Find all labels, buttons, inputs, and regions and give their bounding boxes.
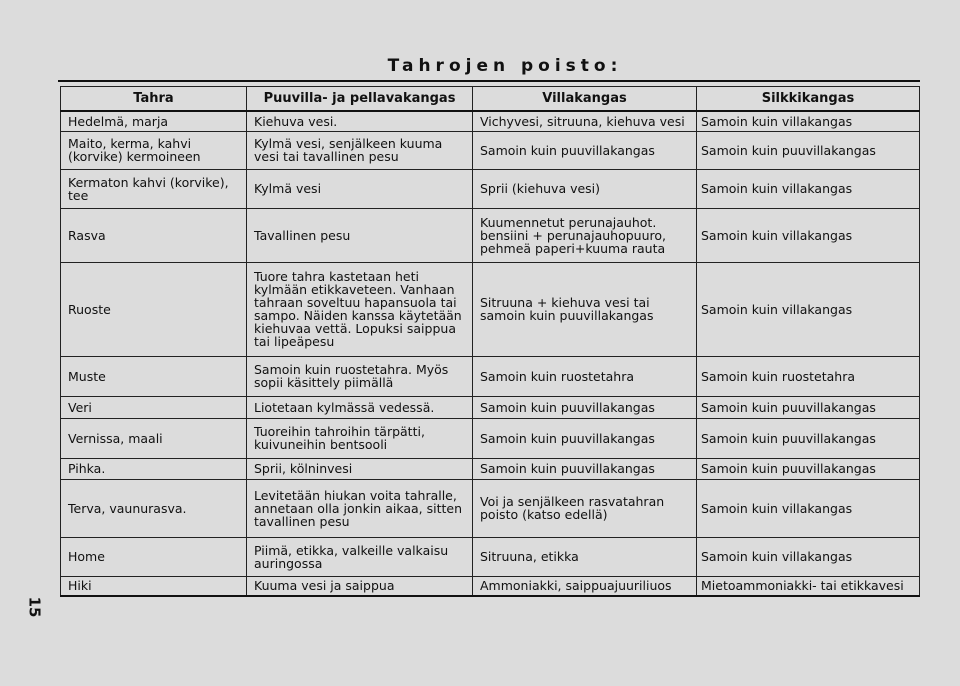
header-silk: Silkkikangas — [697, 87, 920, 112]
stain-cell: Pihka. — [61, 458, 247, 479]
table-header-row — [61, 87, 920, 112]
cotton-cell: Tuoreihin tahroihin tärpätti, kuivuneihin bentsooli — [247, 418, 473, 458]
stain-cell: Home — [61, 537, 247, 576]
cotton-cell: Sprii, kölninvesi — [247, 458, 473, 479]
table-row — [61, 537, 920, 576]
silk-cell: Samoin kuin puuvillakangas — [697, 396, 920, 418]
table-row — [61, 169, 920, 208]
cotton-cell: Samoin kuin ruostetahra. Myös sopii käsittely piimällä — [247, 356, 473, 396]
silk-cell: Samoin kuin villakangas — [697, 111, 920, 131]
silk-cell: Samoin kuin puuvillakangas — [697, 131, 920, 169]
silk-cell: Samoin kuin villakangas — [697, 262, 920, 356]
table-row — [61, 576, 920, 596]
table-row — [61, 479, 920, 537]
cotton-cell: Tuore tahra kastetaan heti kylmään etikkaveteen. Vanhaan tahraan soveltuu hapansuola tai sampo. Näiden kanssa käytetään kiehuvaa vettä. Lopuksi saippua tai lipeäpesu — [247, 262, 473, 356]
cotton-cell: Kiehuva vesi. — [247, 111, 473, 131]
cotton-cell: Piimä, etikka, valkeille valkaisu auringossa — [247, 537, 473, 576]
stain-cell: Muste — [61, 356, 247, 396]
stain-cell: Vernissa, maali — [61, 418, 247, 458]
cotton-cell: Kylmä vesi, senjälkeen kuuma vesi tai tavallinen pesu — [247, 131, 473, 169]
table-row — [61, 356, 920, 396]
wool-cell: Samoin kuin puuvillakangas — [473, 418, 697, 458]
table-row — [61, 131, 920, 169]
silk-cell: Samoin kuin puuvillakangas — [697, 418, 920, 458]
table-row — [61, 208, 920, 262]
table-row — [61, 458, 920, 479]
cotton-cell: Tavallinen pesu — [247, 208, 473, 262]
table-row — [61, 111, 920, 131]
silk-cell: Samoin kuin villakangas — [697, 537, 920, 576]
page-number: 15 — [25, 596, 44, 618]
wool-cell: Ammoniakki, saippuajuuriliuos — [473, 576, 697, 596]
stain-cell: Maito, kerma, kahvi (korvike) kermoineen — [61, 131, 247, 169]
stain-cell: Veri — [61, 396, 247, 418]
stain-cell: Terva, vaunurasva. — [61, 479, 247, 537]
silk-cell: Samoin kuin ruostetahra — [697, 356, 920, 396]
wool-cell: Sitruuna + kiehuva vesi tai samoin kuin puuvillakangas — [473, 262, 697, 356]
header-cotton-linen: Puuvilla- ja pellavakangas — [247, 87, 473, 112]
stain-removal-table — [60, 86, 920, 597]
title-rule — [58, 80, 920, 82]
silk-cell: Samoin kuin villakangas — [697, 479, 920, 537]
cotton-cell: Levitetään hiukan voita tahralle, annetaan olla jonkin aikaa, sitten tavallinen pesu — [247, 479, 473, 537]
header-stain: Tahra — [61, 87, 247, 112]
silk-cell: Samoin kuin puuvillakangas — [697, 458, 920, 479]
stain-cell: Ruoste — [61, 262, 247, 356]
stain-cell: Hiki — [61, 576, 247, 596]
cotton-cell: Kuuma vesi ja saippua — [247, 576, 473, 596]
stain-cell: Kermaton kahvi (korvike), tee — [61, 169, 247, 208]
silk-cell: Samoin kuin villakangas — [697, 169, 920, 208]
table-row — [61, 418, 920, 458]
wool-cell: Voi ja senjälkeen rasvatahran poisto (katso edellä) — [473, 479, 697, 537]
wool-cell: Samoin kuin puuvillakangas — [473, 396, 697, 418]
table-row — [61, 396, 920, 418]
header-wool: Villakangas — [473, 87, 697, 112]
stain-cell: Rasva — [61, 208, 247, 262]
wool-cell: Samoin kuin puuvillakangas — [473, 131, 697, 169]
wool-cell: Samoin kuin puuvillakangas — [473, 458, 697, 479]
stain-cell: Hedelmä, marja — [61, 111, 247, 131]
wool-cell: Samoin kuin ruostetahra — [473, 356, 697, 396]
wool-cell: Vichyvesi, sitruuna, kiehuva vesi — [473, 111, 697, 131]
wool-cell: Sitruuna, etikka — [473, 537, 697, 576]
silk-cell: Samoin kuin villakangas — [697, 208, 920, 262]
wool-cell: Sprii (kiehuva vesi) — [473, 169, 697, 208]
wool-cell: Kuumennetut perunajauhot. bensiini + perunajauhopuuro, pehmeä paperi+kuuma rauta — [473, 208, 697, 262]
cotton-cell: Liotetaan kylmässä vedessä. — [247, 396, 473, 418]
table-row — [61, 262, 920, 356]
cotton-cell: Kylmä vesi — [247, 169, 473, 208]
silk-cell: Mietoammoniakki- tai etikkavesi — [697, 576, 920, 596]
page-title: Tahrojen poisto: — [387, 56, 623, 76]
